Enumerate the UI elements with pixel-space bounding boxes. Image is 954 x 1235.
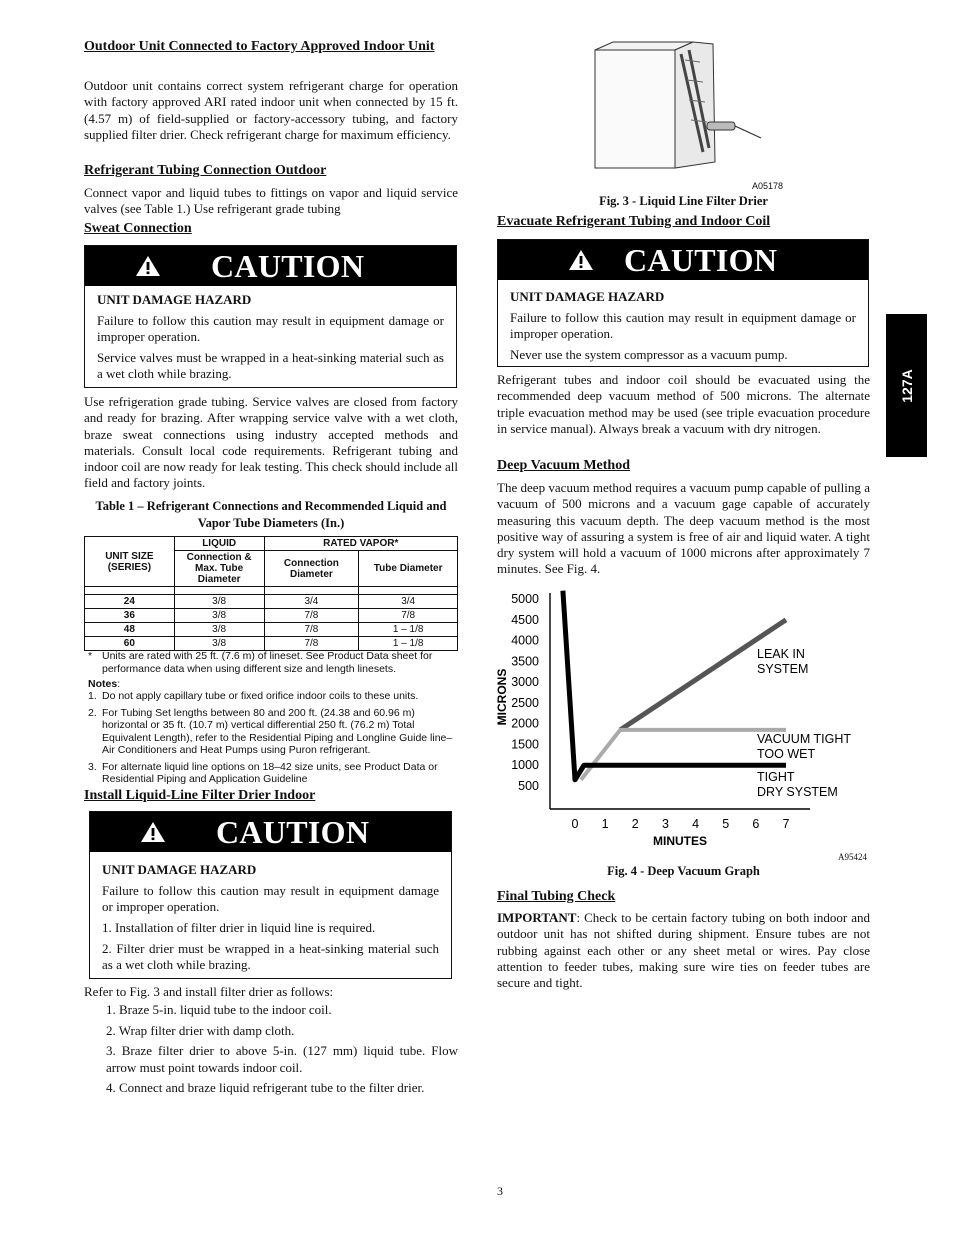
- table-footnote: * Units are rated with 25 ft. (7.6 m) of lineset. See Product Data sheet for performance data when using different size and length linesets.: [88, 650, 433, 675]
- paragraph-refrigeration-tubing: Use refrigeration grade tubing. Service valves are closed from factory and ready for brazing. After wrapping service valve with a wet cloth, braze sweat connections using industry accepted methods and materials. Consult local code requirements. Refrigerant tubing and indoor coil are now ready for leak testing. This check should include all field and factory joints.: [84, 394, 458, 491]
- chart-series-line: [563, 591, 786, 780]
- header-tube-diameter: Tube Diameter: [359, 551, 458, 587]
- header-connection-diameter: Connection Diameter: [264, 551, 359, 587]
- chart-y-tick-label: 5000: [511, 592, 539, 606]
- steps-list: [106, 1002, 458, 1097]
- section-heading-sweat-connection: Sweat Connection: [84, 221, 192, 236]
- chart-y-tick-label: 1000: [511, 758, 539, 773]
- caution-bar: [85, 246, 456, 286]
- fig3-caption: Fig. 3 - Liquid Line Filter Drier: [599, 194, 768, 208]
- table-row: 36 3/8 7/8 7/8: [85, 609, 458, 623]
- section-heading-deep-vacuum: Deep Vacuum Method: [497, 458, 631, 473]
- caution-box-filter-drier: [89, 811, 452, 979]
- hazard-title: UNIT DAMAGE HAZARD: [97, 292, 252, 307]
- chart-x-tick-label: 5: [722, 817, 730, 831]
- chart-x-axis-label: MINUTES: [653, 834, 707, 848]
- caution-text: Never use the system compressor as a vacuum pump.: [510, 347, 788, 362]
- hazard-title: UNIT DAMAGE HAZARD: [510, 289, 665, 304]
- section-heading-final-tubing: Final Tubing Check: [497, 889, 616, 904]
- filter-drier-illustration: [585, 40, 785, 180]
- section-heading-filter-drier: Install Liquid-Line Filter Drier Indoor: [84, 788, 316, 803]
- chart-y-tick-label: 2000: [511, 716, 539, 731]
- paragraph-refer-fig3: Refer to Fig. 3 and install filter drier as follows:: [84, 984, 334, 999]
- caution-bar: [90, 812, 451, 852]
- caution-body: [85, 286, 456, 391]
- caution-bar: [498, 240, 868, 280]
- paragraph-outdoor-unit: Outdoor unit contains correct system refrigerant charge for operation with factory approved ARI rated indoor unit when connected by 15 ft. (4.57 m) of field-supplied or factory-accessory tubing, and factory supplied filter drier. Check refrigerant charge for maximum efficiency.: [84, 78, 458, 142]
- header-connection-max: Connection & Max. Tube Diameter: [174, 551, 264, 587]
- table-row: 60 3/8 7/8 1 – 1/8: [85, 637, 458, 651]
- list-item: 3. For alternate liquid line options on 18–42 size units, see Product Data or Residential Piping and Application Guideline: [88, 760, 438, 785]
- important-label: IMPORTANT: [497, 910, 577, 925]
- table-row: 48 3/8 7/8 1 – 1/8: [85, 623, 458, 637]
- notes-list: [88, 690, 458, 786]
- chart-x-tick-label: 1: [601, 817, 609, 831]
- notes-label: Notes:: [88, 678, 121, 690]
- chart-series-labels: [757, 647, 851, 799]
- chart-series-label: TIGHT DRY SYSTEM: [757, 770, 838, 799]
- header-unit-size: UNIT SIZE (SERIES): [85, 537, 175, 587]
- header-liquid: LIQUID: [174, 537, 264, 551]
- caution-word: CAUTION: [624, 242, 778, 278]
- caution-text: Failure to follow this caution may result in equipment damage or improper operation.: [97, 313, 444, 344]
- chart-x-tick-label: 3: [661, 817, 669, 831]
- paragraph-evacuate: Refrigerant tubes and indoor coil should be evacuated using the recommended deep vacuum method of 500 microns. The alternate triple evacuation method may be used (see triple evacuation procedure in service manual). Always break a vacuum with dry nitrogen.: [497, 372, 870, 436]
- chart-x-tick-label: 2: [631, 817, 639, 831]
- caution-word: CAUTION: [216, 814, 370, 850]
- side-tab: 127A: [886, 314, 927, 457]
- table-title: Table 1 – Refrigerant Connections and Recommended Liquid and Vapor Tube Diameters (In.): [95, 499, 447, 530]
- list-item: 3. Braze filter drier to above 5-in. (127 mm) liquid tube. Flow arrow must point towards indoor coil.: [106, 1043, 458, 1075]
- chart-x-tick-label: 4: [692, 817, 700, 831]
- caution-box-evacuate: [497, 239, 869, 367]
- caution-text: Failure to follow this caution may result in equipment damage or improper operation.: [510, 310, 856, 341]
- refrigerant-table: [84, 536, 458, 651]
- header-rated-vapor: RATED VAPOR*: [264, 537, 457, 551]
- page-number: 3: [497, 1184, 503, 1198]
- fig4-code: A95424: [838, 852, 867, 862]
- warning-triangle-icon: [140, 821, 166, 843]
- paragraph-tubing-connection: Connect vapor and liquid tubes to fittings on vapor and liquid service valves (see Table 1.) Use refrigerant grade tubing: [84, 185, 458, 217]
- section-heading-evacuate: Evacuate Refrigerant Tubing and Indoor Coil: [497, 214, 771, 229]
- caution-body: [90, 852, 451, 982]
- chart-y-tick-label: 2500: [511, 695, 539, 710]
- caution-text: Failure to follow this caution may result in equipment damage or improper operation.: [102, 883, 439, 914]
- table-row: 24 3/8 3/4 3/4: [85, 595, 458, 609]
- chart-x-tick-label: 6: [752, 817, 760, 831]
- fig3-code: A05178: [752, 181, 784, 191]
- section-heading-outdoor-unit: Outdoor Unit Connected to Factory Approved Indoor Unit: [84, 39, 435, 54]
- caution-body: [498, 280, 868, 372]
- deep-vacuum-chart: [490, 585, 880, 850]
- caution-text: 2. Filter drier must be wrapped in a heat-sinking material such as a wet cloth while brazing.: [102, 941, 439, 972]
- caution-text: Service valves must be wrapped in a heat-sinking material such as a wet cloth while brazing.: [97, 350, 444, 381]
- fig4-caption: Fig. 4 - Deep Vacuum Graph: [607, 864, 760, 878]
- chart-x-tick-label: 0: [571, 817, 579, 831]
- list-item: 1. Braze 5-in. liquid tube to the indoor coil.: [106, 1002, 332, 1017]
- caution-box-sweat: [84, 245, 457, 388]
- caution-text: 1. Installation of filter drier in liquid line is required.: [102, 920, 376, 935]
- chart-y-tick-label: 1500: [511, 737, 539, 752]
- chart-x-tick-label: 7: [782, 817, 790, 831]
- chart-y-tick-label: 4500: [511, 612, 539, 627]
- chart-y-tick-label: 3500: [511, 654, 539, 669]
- chart-y-ticks: [511, 592, 539, 793]
- warning-triangle-icon: [568, 249, 594, 271]
- hazard-title: UNIT DAMAGE HAZARD: [102, 862, 257, 877]
- list-item: 2. Wrap filter drier with damp cloth.: [106, 1022, 295, 1038]
- chart-x-ticks: [572, 817, 790, 831]
- paragraph-deep-vacuum: The deep vacuum method requires a vacuum pump capable of pulling a vacuum of 500 microns and a vacuum gage capable of accurately measuring this vacuum depth. The deep vacuum method is the most positive way of assuring a system is free of air and liquid water. A tight dry system will hold a vacuum of 1000 microns after approximately 7 minutes. See Fig. 4.: [497, 480, 870, 577]
- chart-y-tick-label: 3000: [511, 675, 539, 690]
- caution-word: CAUTION: [211, 248, 365, 284]
- list-item: 2. For Tubing Set lengths between 80 and 200 ft. (24.38 and 60.96 m) horizontal or 35 ft. (10.7 m) vertical differential 250 ft. (76.2 m) Total Equivalent Length), refer to the Residential Piping and Longline Guide line– Air Conditioners and Heat Pumps using Puron refrigerant.: [88, 706, 453, 756]
- chart-y-tick-label: 4000: [511, 633, 539, 648]
- chart-series-line: [581, 730, 786, 780]
- chart-series: [563, 591, 786, 780]
- section-heading-tubing-connection: Refrigerant Tubing Connection Outdoor: [84, 163, 327, 178]
- chart-series-label: VACUUM TIGHT TOO WET: [757, 732, 851, 761]
- chart-y-axis-label: MICRONS: [495, 668, 509, 726]
- list-item: 4. Connect and braze liquid refrigerant tube to the filter drier.: [106, 1080, 425, 1095]
- warning-triangle-icon: [135, 255, 161, 277]
- paragraph-final-tubing: IMPORTANT: Check to be certain factory tubing on both indoor and outdoor unit has not shifted during shipment. Ensure tubes are not rubbing against each other or any sheet metal or wires. Pay close attention to feeder tubes, making sure wire ties on feeder tubes are secure and tight.: [497, 910, 870, 991]
- list-item: 1. Do not apply capillary tube or fixed orifice indoor coils to these units.: [88, 690, 419, 702]
- chart-y-tick-label: 500: [518, 779, 539, 793]
- chart-series-label: LEAK IN SYSTEM: [757, 647, 809, 676]
